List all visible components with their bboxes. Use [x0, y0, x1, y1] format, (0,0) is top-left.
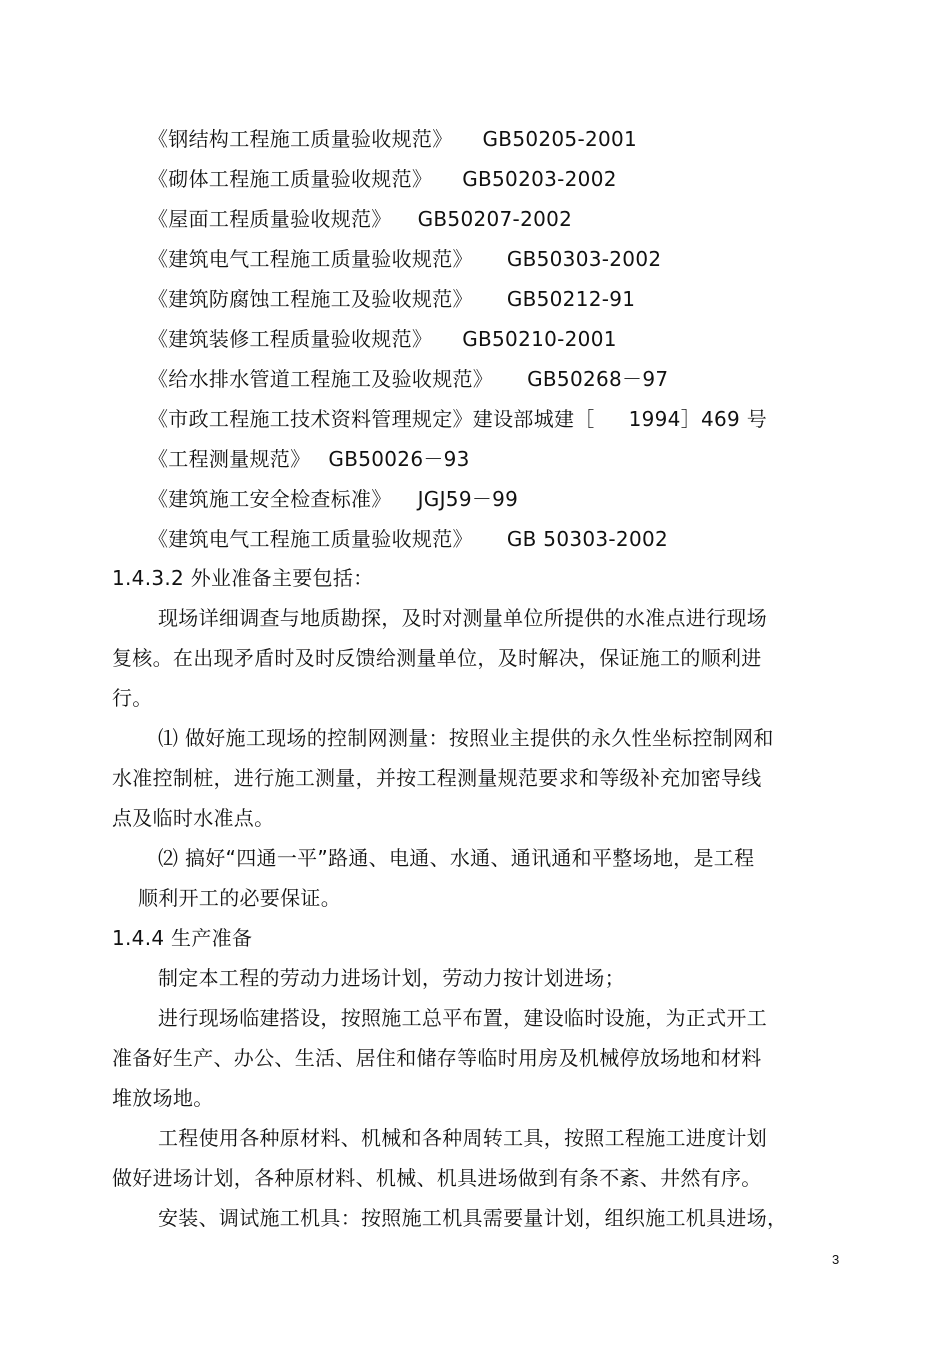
section-heading: 1.4.4 生产准备	[112, 926, 253, 950]
reference-title: 《工程测量规范》	[148, 447, 311, 471]
reference-title: 《市政工程施工技术资料管理规定》建设部城建［	[148, 407, 595, 431]
list-item-line: 顺利开工的必要保证。	[138, 886, 341, 910]
reference-item	[148, 525, 668, 553]
reference-code: GB50203-2002	[462, 167, 617, 191]
reference-code: 1994］469 号	[628, 407, 768, 431]
reference-code: GB50210-2001	[462, 327, 617, 351]
reference-code: JGJ59－99	[417, 487, 519, 511]
reference-item	[148, 445, 470, 473]
reference-code: GB50303-2002	[506, 247, 662, 271]
reference-title: 《建筑装修工程质量验收规范》	[148, 327, 433, 351]
reference-title: 《钢结构工程施工质量验收规范》	[148, 127, 453, 151]
reference-title: 《建筑施工安全检查标准》	[148, 487, 392, 511]
reference-item	[148, 365, 668, 393]
reference-item	[148, 405, 767, 433]
list-item-line: 水准控制桩，进行施工测量，并按工程测量规范要求和等级补充加密导线	[112, 766, 762, 790]
paragraph-line: 复核。在出现矛盾时及时反馈给测量单位，及时解决，保证施工的顺利进	[112, 646, 762, 670]
reference-title: 《砌体工程施工质量验收规范》	[148, 167, 433, 191]
reference-code: GB50207-2002	[417, 207, 573, 231]
reference-item	[148, 485, 518, 513]
reference-item	[148, 245, 661, 273]
reference-title: 《建筑电气工程施工质量验收规范》	[148, 247, 473, 271]
reference-title: 《建筑防腐蚀工程施工及验收规范》	[148, 287, 473, 311]
reference-code: GB 50303-2002	[506, 527, 669, 551]
reference-code: GB50212-91	[506, 287, 636, 311]
reference-item	[148, 165, 617, 193]
section-heading: 1.4.3.2 外业准备主要包括：	[112, 566, 374, 590]
list-item-line: ⑴ 做好施工现场的控制网测量：按照业主提供的永久性坐标控制网和	[158, 726, 774, 750]
paragraph-line: 进行现场临建搭设，按照施工总平布置，建设临时设施，为正式开工	[158, 1006, 767, 1030]
paragraph-line: 制定本工程的劳动力进场计划，劳动力按计划进场；	[158, 966, 625, 990]
reference-item	[148, 205, 572, 233]
paragraph-line: 做好进场计划，各种原材料、机械、机具进场做到有条不紊、井然有序。	[112, 1166, 762, 1190]
reference-title: 《建筑电气工程施工质量验收规范》	[148, 527, 473, 551]
reference-title: 《给水排水管道工程施工及验收规范》	[148, 367, 494, 391]
reference-item	[148, 285, 635, 313]
paragraph-line: 行。	[112, 686, 153, 710]
paragraph-line: 准备好生产、办公、生活、居住和储存等临时用房及机械停放场地和材料	[112, 1046, 762, 1070]
paragraph-line: 堆放场地。	[112, 1086, 214, 1110]
page-number: 3	[832, 1252, 840, 1267]
paragraph-line: 现场详细调查与地质勘探，及时对测量单位所提供的水准点进行现场	[158, 606, 767, 630]
list-item-line: 点及临时水准点。	[112, 806, 275, 830]
paragraph-line: 工程使用各种原材料、机械和各种周转工具，按照工程施工进度计划	[158, 1126, 767, 1150]
list-item-line: ⑵ 搞好“四通一平”路通、电通、水通、通讯通和平整场地，是工程	[158, 846, 755, 870]
reference-code: GB50268－97	[527, 367, 669, 391]
reference-item	[148, 125, 637, 153]
paragraph-line: 安装、调试施工机具：按照施工机具需要量计划，组织施工机具进场，	[158, 1206, 788, 1230]
reference-item	[148, 325, 617, 353]
reference-title: 《屋面工程质量验收规范》	[148, 207, 392, 231]
reference-code: GB50026－93	[328, 447, 470, 471]
reference-code: GB50205-2001	[482, 127, 638, 151]
